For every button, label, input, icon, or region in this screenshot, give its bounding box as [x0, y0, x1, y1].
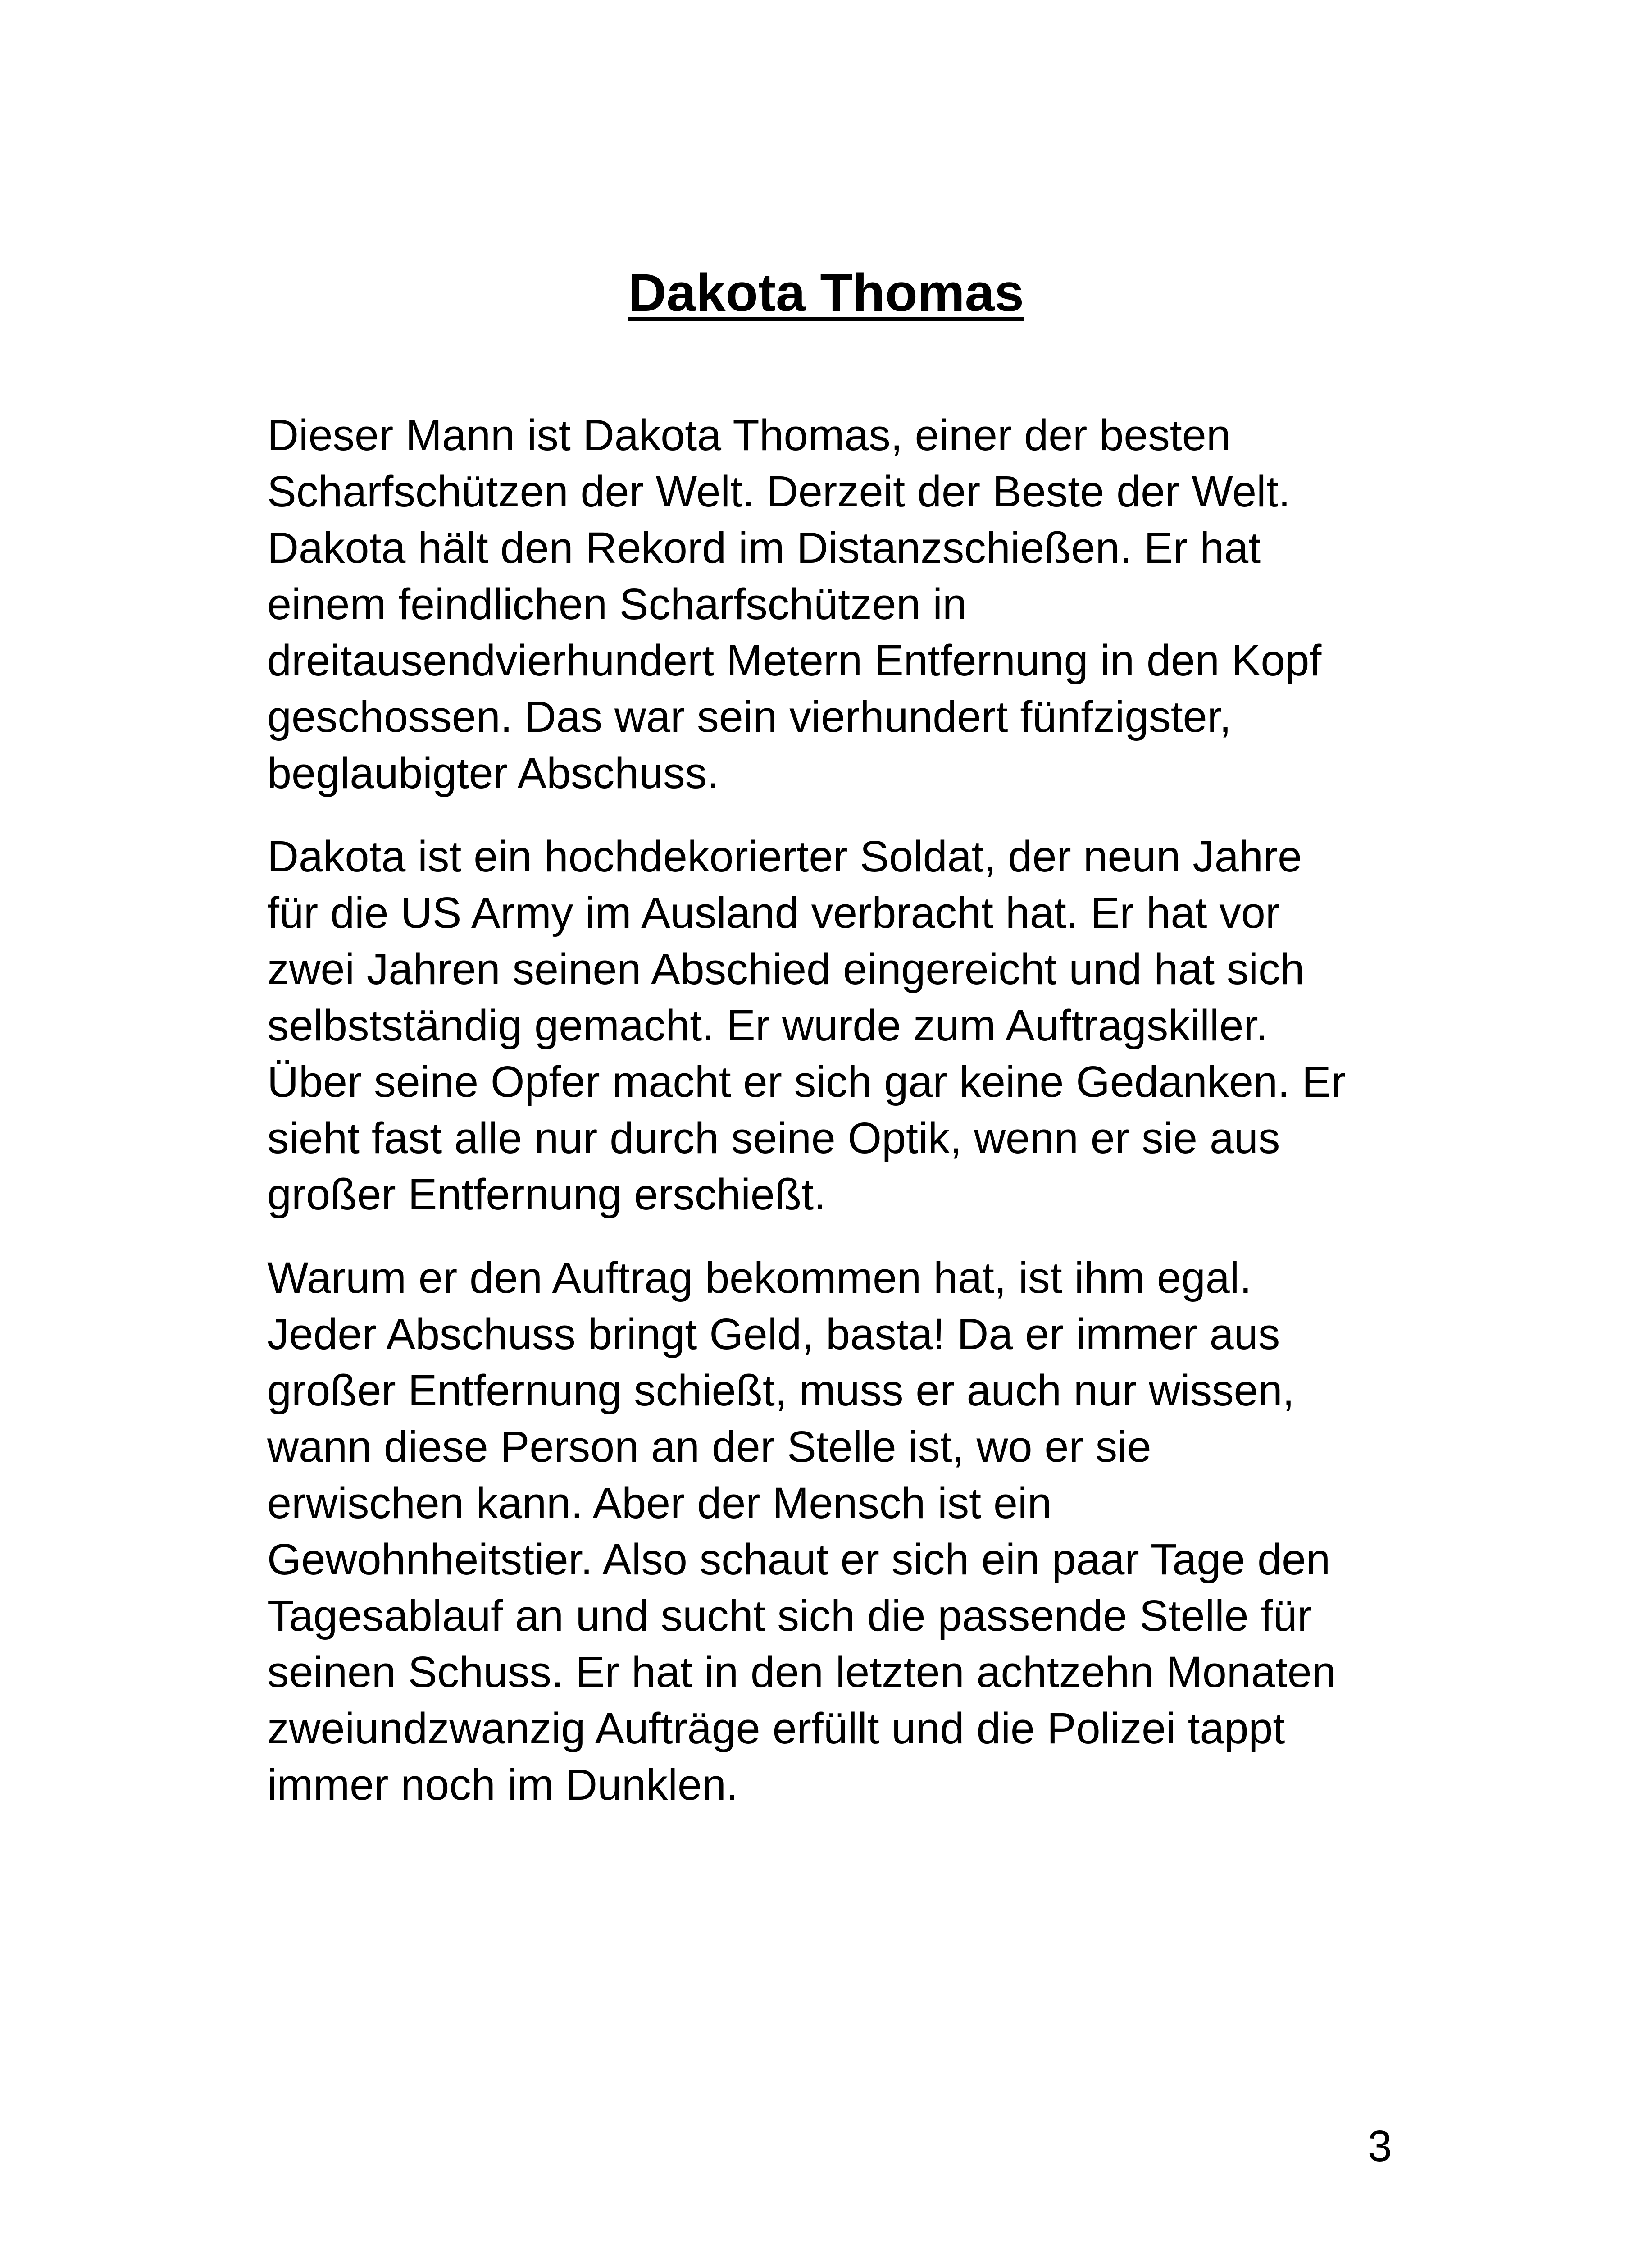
body-text: [267, 407, 1420, 1840]
text-line: Warum er den Auftrag bekommen hat, ist ihm egal.: [267, 1253, 1252, 1302]
text-line: dreitausendvierhundert Metern Entfernung in den Kopf: [267, 636, 1322, 685]
paragraph-1: [267, 407, 1420, 801]
text-line: selbstständig gemacht. Er wurde zum Auftragskiller.: [267, 1001, 1268, 1050]
text-line: großer Entfernung erschießt.: [267, 1170, 826, 1219]
text-line: Scharfschützen der Welt. Derzeit der Beste der Welt.: [267, 467, 1291, 516]
text-line: Jeder Abschuss bringt Geld, basta! Da er immer aus: [267, 1309, 1280, 1359]
text-line: Dakota ist ein hochdekorierter Soldat, der neun Jahre: [267, 832, 1302, 881]
text-line: beglaubigter Abschuss.: [267, 748, 719, 798]
text-line: einem feindlichen Scharfschützen in: [267, 579, 967, 629]
text-line: erwischen kann. Aber der Mensch ist ein: [267, 1478, 1052, 1528]
text-line: sieht fast alle nur durch seine Optik, wenn er sie aus: [267, 1113, 1280, 1163]
text-line: zweiundzwanzig Aufträge erfüllt und die Polizei tappt: [267, 1704, 1285, 1753]
text-line: geschossen. Das war sein vierhundert fünfzigster,: [267, 692, 1232, 741]
text-line: Gewohnheitstier. Also schaut er sich ein paar Tage den: [267, 1535, 1331, 1584]
text-line: großer Entfernung schießt, muss er auch nur wissen,: [267, 1366, 1295, 1415]
text-line: Dieser Mann ist Dakota Thomas, einer der besten: [267, 410, 1231, 460]
text-line: Dakota hält den Rekord im Distanzschießen. Er hat: [267, 523, 1261, 572]
page-title: Dakota Thomas: [628, 263, 1024, 323]
text-line: immer noch im Dunklen.: [267, 1760, 738, 1809]
text-line: Tagesablauf an und sucht sich die passende Stelle für: [267, 1591, 1312, 1640]
text-line: Über seine Opfer macht er sich gar keine Gedanken. Er: [267, 1057, 1346, 1106]
text-line: für die US Army im Ausland verbracht hat. Er hat vor: [267, 888, 1280, 937]
paragraph-2: [267, 828, 1420, 1222]
text-line: seinen Schuss. Er hat in den letzten achtzehn Monaten: [267, 1647, 1336, 1697]
text-line: wann diese Person an der Stelle ist, wo er sie: [267, 1422, 1151, 1471]
page-number: 3: [1368, 2121, 1392, 2171]
text-line: zwei Jahren seinen Abschied eingereicht und hat sich: [267, 944, 1305, 994]
paragraph-3: [267, 1250, 1420, 1813]
